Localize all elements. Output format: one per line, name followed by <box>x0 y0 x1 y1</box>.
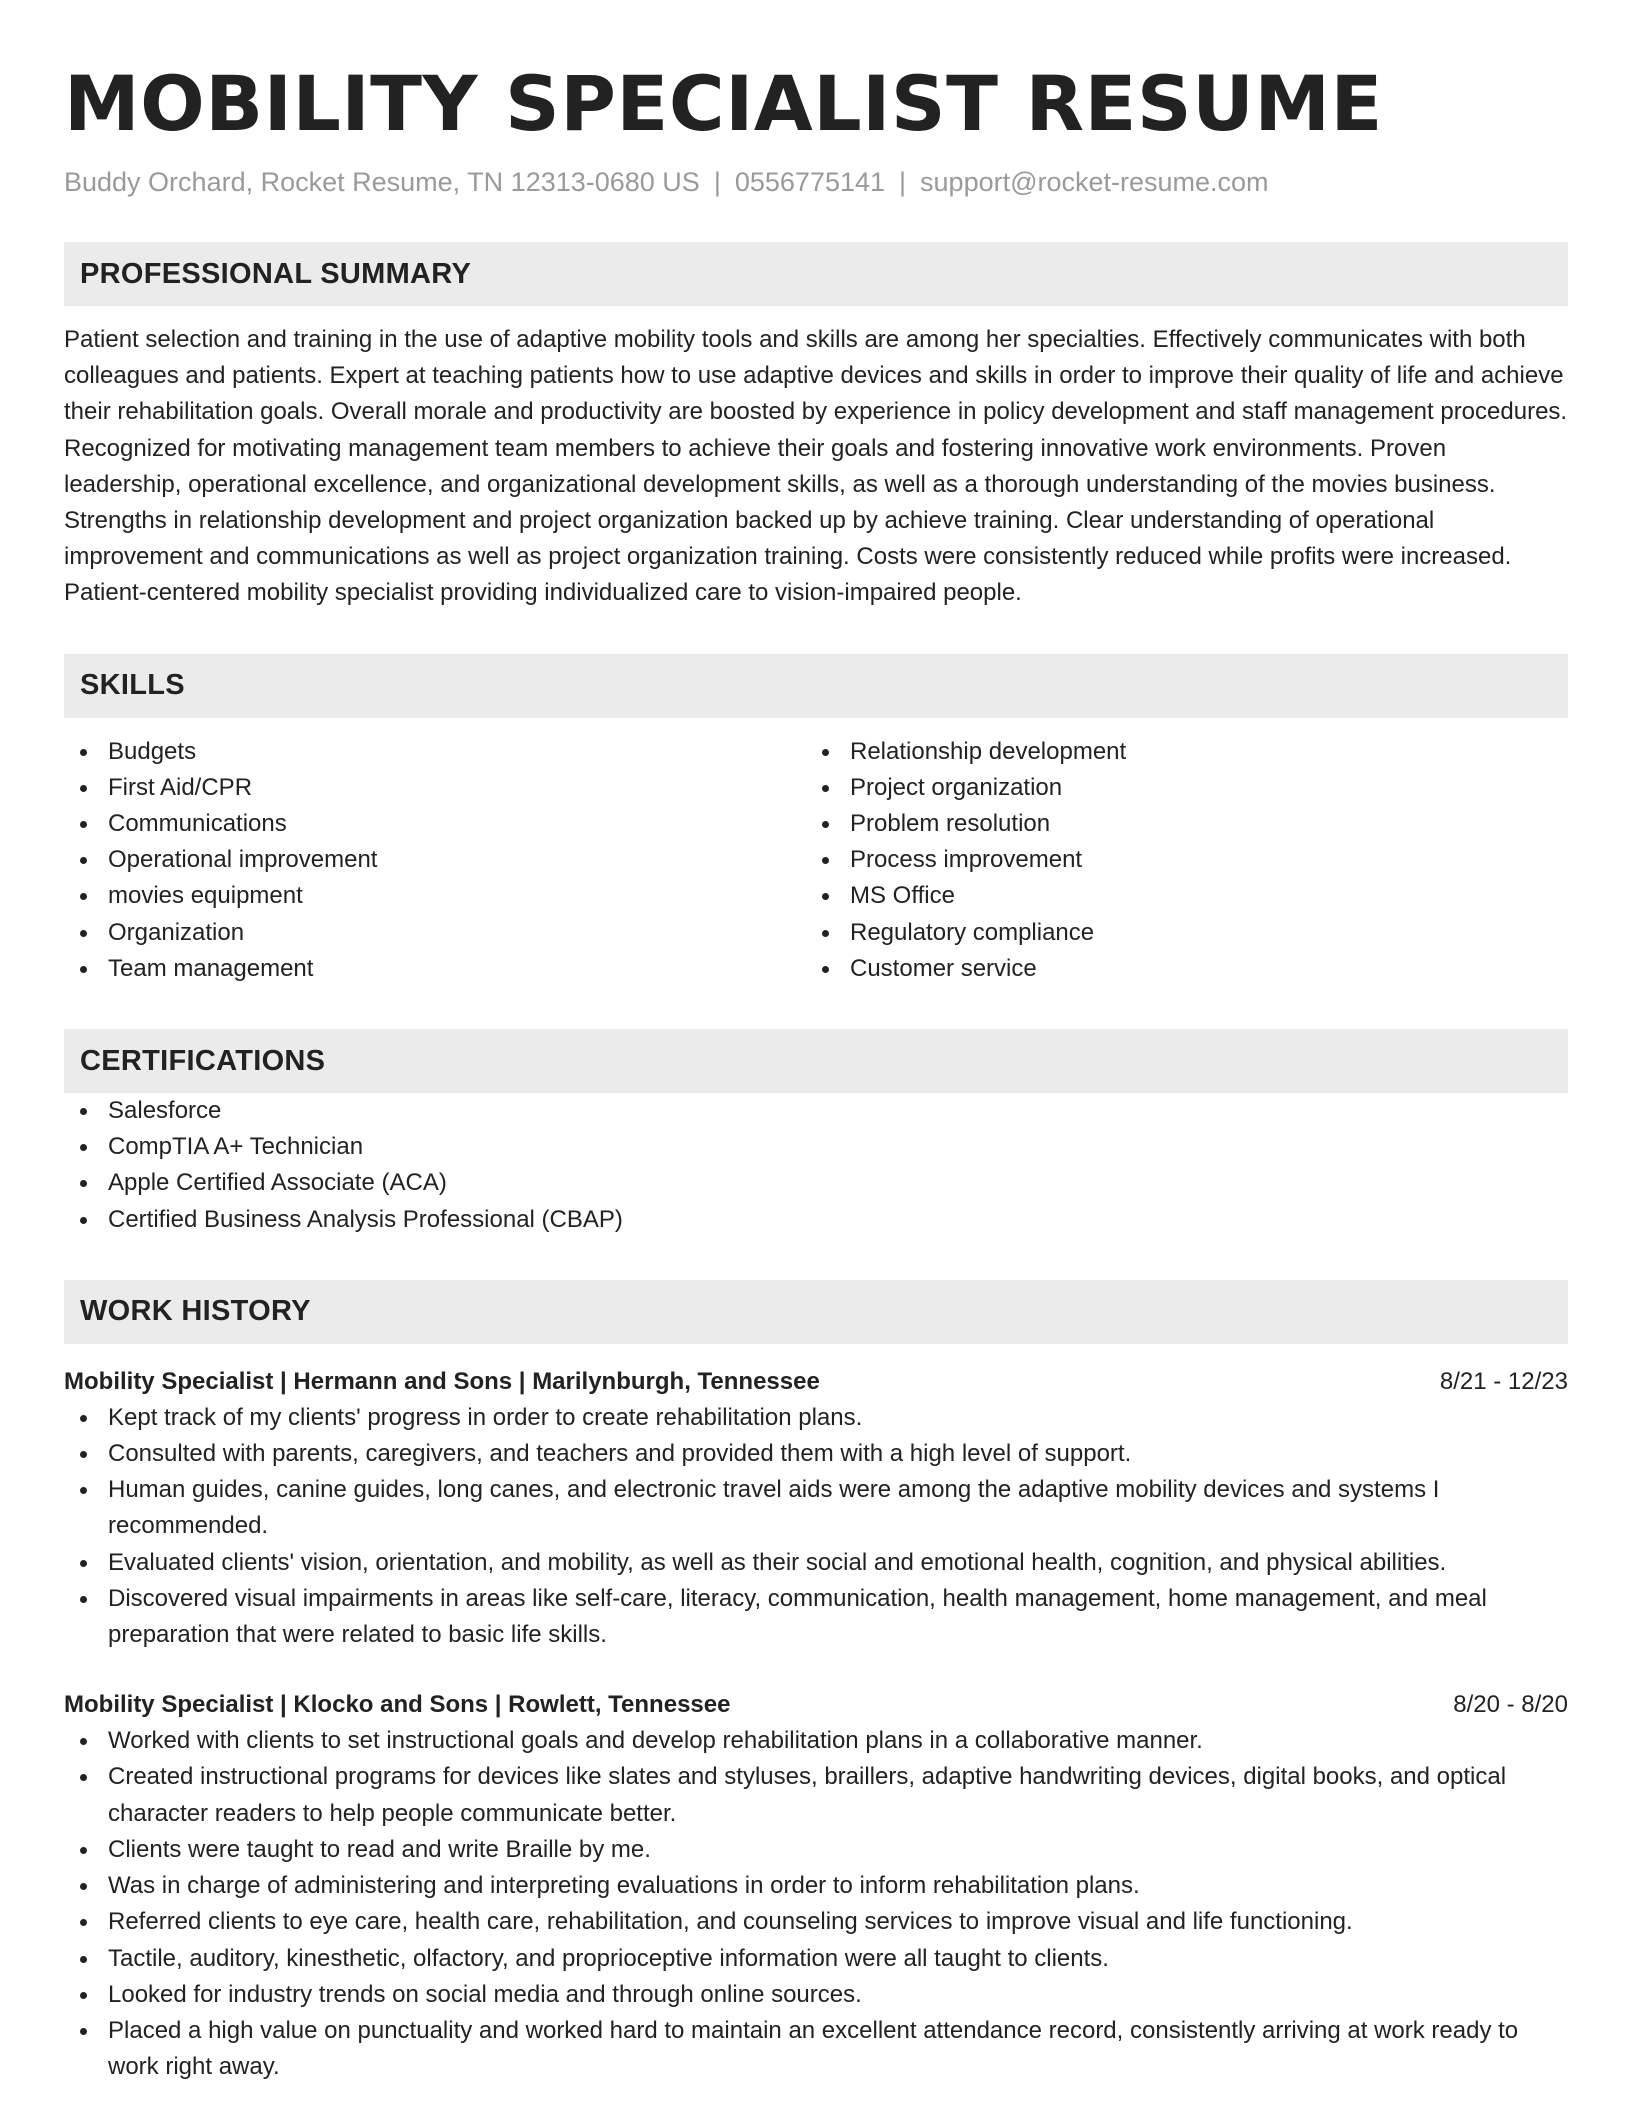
certifications-section-header <box>64 1029 1568 1093</box>
skills-list-left <box>64 734 806 987</box>
skills-heading: SKILLS <box>80 669 185 702</box>
certification-item: Certified Business Analysis Professional (CBAP) <box>64 1202 1568 1238</box>
job-bullet: Kept track of my clients' progress in order to create rehabilitation plans. <box>64 1400 1568 1436</box>
skills-list-right <box>806 734 1548 987</box>
skill-item: First Aid/CPR <box>64 770 806 806</box>
skills-grid <box>64 734 1568 987</box>
job-bullet: Referred clients to eye care, health care, rehabilitation, and counseling services to improve visual and life functioning. <box>64 1904 1568 1940</box>
job-bullet: Consulted with parents, caregivers, and teachers and provided them with a high level of support. <box>64 1436 1568 1472</box>
skill-item: Regulatory compliance <box>806 915 1548 951</box>
certification-item: CompTIA A+ Technician <box>64 1129 1568 1165</box>
certifications-list <box>64 1093 1568 1238</box>
job-bullet: Tactile, auditory, kinesthetic, olfactory, and proprioceptive information were all taught to clients. <box>64 1941 1568 1977</box>
job-entry <box>64 1687 1568 2085</box>
certification-item: Salesforce <box>64 1093 1568 1129</box>
skill-item: Team management <box>64 951 806 987</box>
skill-item: movies equipment <box>64 878 806 914</box>
job-dates: 8/20 - 8/20 <box>1453 1691 1568 1719</box>
job-bullet-list <box>64 1400 1568 1653</box>
skill-item: MS Office <box>806 878 1548 914</box>
job-bullet: Clients were taught to read and write Braille by me. <box>64 1832 1568 1868</box>
work-history-section-header <box>64 1280 1568 1344</box>
skills-column-right <box>806 734 1548 987</box>
job-bullet-list <box>64 1723 1568 2085</box>
summary-section-header <box>64 242 1568 306</box>
job-bullet: Discovered visual impairments in areas like self-care, literacy, communication, health management, home management, and meal preparation that were related to basic life skills. <box>64 1581 1568 1653</box>
work-history-heading: WORK HISTORY <box>80 1295 311 1328</box>
contact-separator: | <box>713 167 721 197</box>
skills-column-left <box>64 734 806 987</box>
contact-address: Buddy Orchard, Rocket Resume, TN 12313-0680 US <box>64 167 700 197</box>
skill-item: Organization <box>64 915 806 951</box>
job-header <box>64 1687 1568 1723</box>
skill-item: Communications <box>64 806 806 842</box>
skill-item: Customer service <box>806 951 1548 987</box>
skills-section-header <box>64 654 1568 718</box>
job-bullet: Created instructional programs for devices like slates and styluses, braillers, adaptive handwriting devices, digital books, and optical character readers to help people communicate better. <box>64 1759 1568 1831</box>
job-bullet: Looked for industry trends on social media and through online sources. <box>64 1977 1568 2013</box>
skill-item: Process improvement <box>806 842 1548 878</box>
contact-email: support@rocket-resume.com <box>920 167 1269 197</box>
summary-text: Patient selection and training in the use of adaptive mobility tools and skills are among her specialties. Effectively communicates with both colleagues and patients. Expert at teaching patients how to use adaptive devices and skills in order to improve their quality of life and achieve their rehabilitation goals. Overall morale and productivity are boosted by experience in policy development and staff management procedures. Recognized for motivating management team members to achieve their goals and fostering innovative work environments. Proven leadership, operational excellence, and organizational development skills, as well as a thorough understanding of the movies business. Strengths in relationship development and project organization backed up by achieve training. Clear understanding of operational improvement and communications as well as project organization training. Costs were consistently reduced while profits were increased. Patient-centered mobility specialist providing individualized care to vision-impaired people. <box>64 326 1568 607</box>
certification-item: Apple Certified Associate (ACA) <box>64 1165 1568 1201</box>
job-bullet: Worked with clients to set instructional goals and develop rehabilitation plans in a collaborative manner. <box>64 1723 1568 1759</box>
certifications-heading: CERTIFICATIONS <box>80 1044 326 1077</box>
job-entry <box>64 1364 1568 1653</box>
job-title: Mobility Specialist | Hermann and Sons | Marilynburgh, Tennessee <box>64 1367 820 1395</box>
job-bullet: Was in charge of administering and interpreting evaluations in order to inform rehabilitation plans. <box>64 1868 1568 1904</box>
job-title: Mobility Specialist | Klocko and Sons | Rowlett, Tennessee <box>64 1691 731 1719</box>
skill-item: Relationship development <box>806 734 1548 770</box>
job-bullet: Human guides, canine guides, long canes, and electronic travel aids were among the adaptive mobility devices and systems I recommended. <box>64 1472 1568 1544</box>
skill-item: Problem resolution <box>806 806 1548 842</box>
summary-heading: PROFESSIONAL SUMMARY <box>80 257 472 290</box>
job-bullet: Placed a high value on punctuality and worked hard to maintain an excellent attendance record, consistently arriving at work ready to work right away. <box>64 2013 1568 2085</box>
contact-line <box>64 164 1568 200</box>
skill-item: Budgets <box>64 734 806 770</box>
contact-phone: 0556775141 <box>734 167 886 197</box>
skill-item: Project organization <box>806 770 1548 806</box>
resume-title: MOBILITY SPECIALIST RESUME <box>64 59 1383 148</box>
contact-separator: | <box>899 167 907 197</box>
skill-item: Operational improvement <box>64 842 806 878</box>
job-header <box>64 1364 1568 1400</box>
job-bullet: Evaluated clients' vision, orientation, and mobility, as well as their social and emotional health, cognition, and physical abilities. <box>64 1545 1568 1581</box>
job-dates: 8/21 - 12/23 <box>1439 1367 1568 1395</box>
